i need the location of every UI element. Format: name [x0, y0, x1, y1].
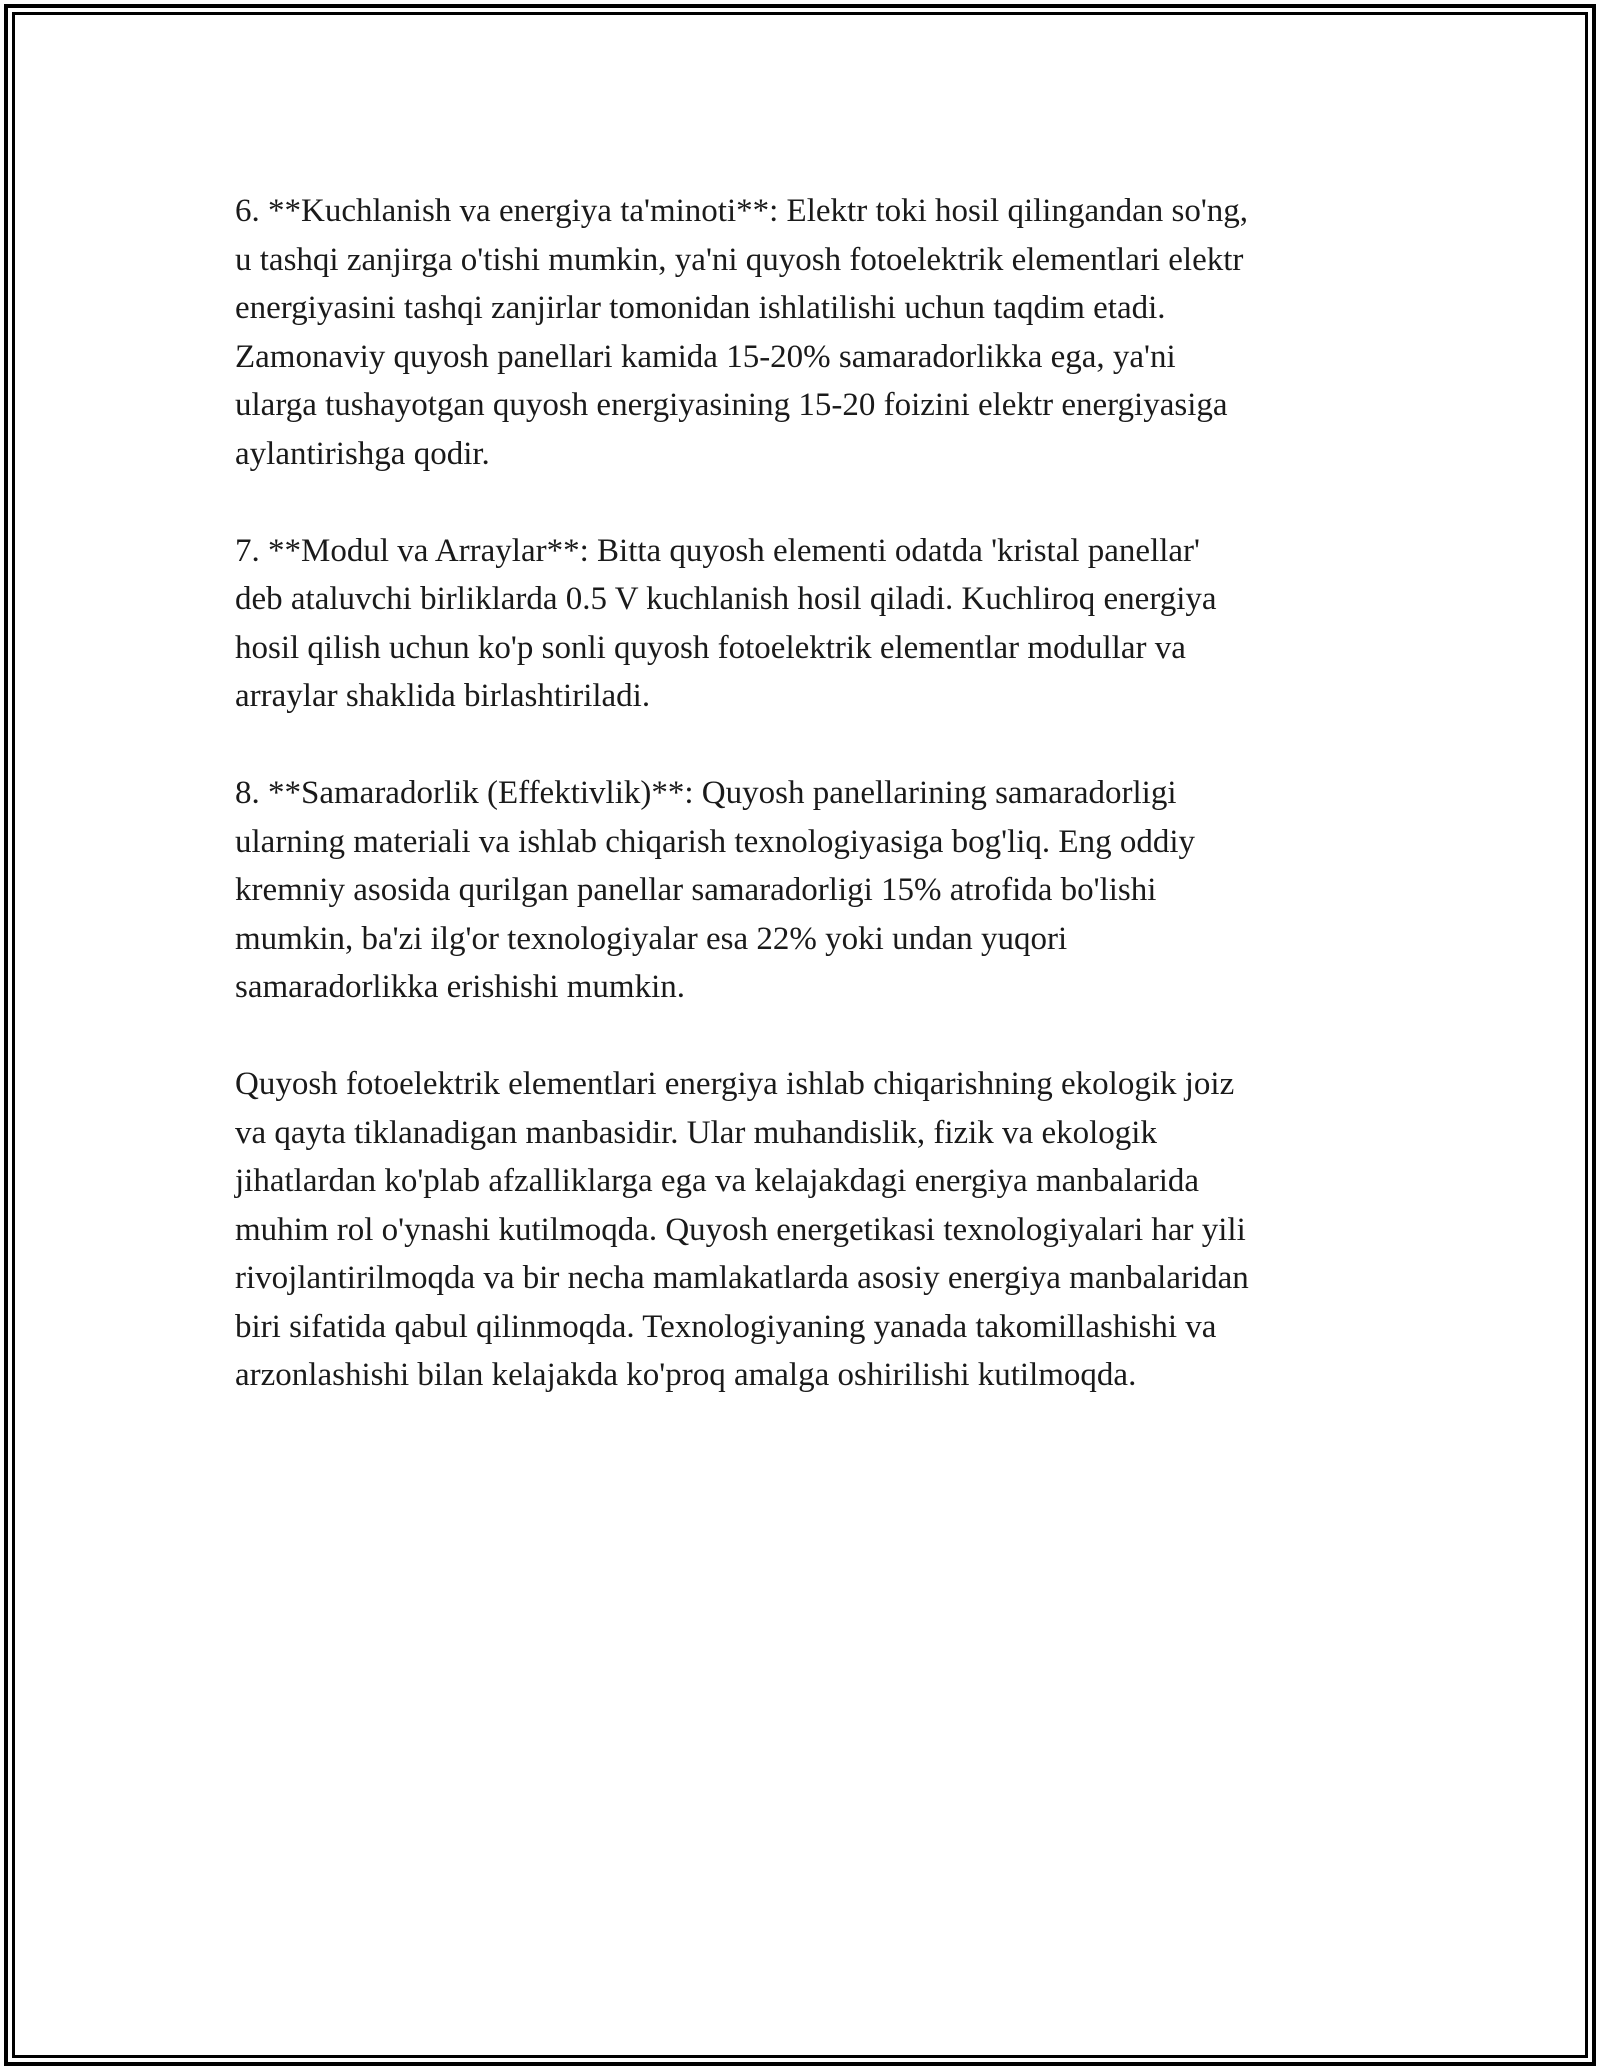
- document-body: [235, 187, 1375, 1448]
- paragraph-conclusion: Quyosh fotoelektrik elementlari energiya ishlab chiqarishning ekologik joiz va qayta tiklanadigan manbasidir. Ular muhandislik, fizik va ekologik jihatlardan ko'plab afzalliklarga ega va kelajakdagi energiya manbalarida muhim rol o'ynashi kutilmoqda. Quyosh energetikasi texnologiyalari har yili rivojlantirilmoqda va bir necha mamlakatlarda asosiy energiya manbalaridan biri sifatida qabul qilinmoqda. Texnologiyaning yanada takomillashishi va arzonlashishi bilan kelajakda ko'proq amalga oshirilishi kutilmoqda.: [235, 1066, 1249, 1393]
- paragraph-modules-arrays: 7. **Modul va Arraylar**: Bitta quyosh elementi odatda 'kristal panellar' deb ataluvchi birliklarda 0.5 V kuchlanish hosil qiladi. Kuchliroq energiya hosil qilish uchun ko'p sonli quyosh fotoelektrik elementlar modullar va arraylar shaklida birlashtiriladi.: [235, 532, 1217, 714]
- paragraph-efficiency: 8. **Samaradorlik (Effektivlik)**: Quyosh panellarining samaradorligi ularning materiali va ishlab chiqarish texnologiyasiga bog'liq. Eng oddiy kremniy asosida qurilgan panellar samaradorligi 15% atrofida bo'lishi mumkin, ba'zi ilg'or texnologiyalar esa 22% yoki undan yuqori samaradorlikka erishishi mumkin.: [235, 775, 1195, 1005]
- paragraph-voltage-energy-supply: 6. **Kuchlanish va energiya ta'minoti**: Elektr toki hosil qilingandan so'ng, u tashqi zanjirga o'tishi mumkin, ya'ni quyosh fotoelektrik elementlari elektr energiyasini tashqi zanjirlar tomonidan ishlatilishi uchun taqdim etadi. Zamonaviy quyosh panellari kamida 15-20% samaradorlikka ega, ya'ni ularga tushayotgan quyosh energiyasining 15-20 foizini elektr energiyasiga aylantirishga qodir.: [235, 193, 1249, 472]
